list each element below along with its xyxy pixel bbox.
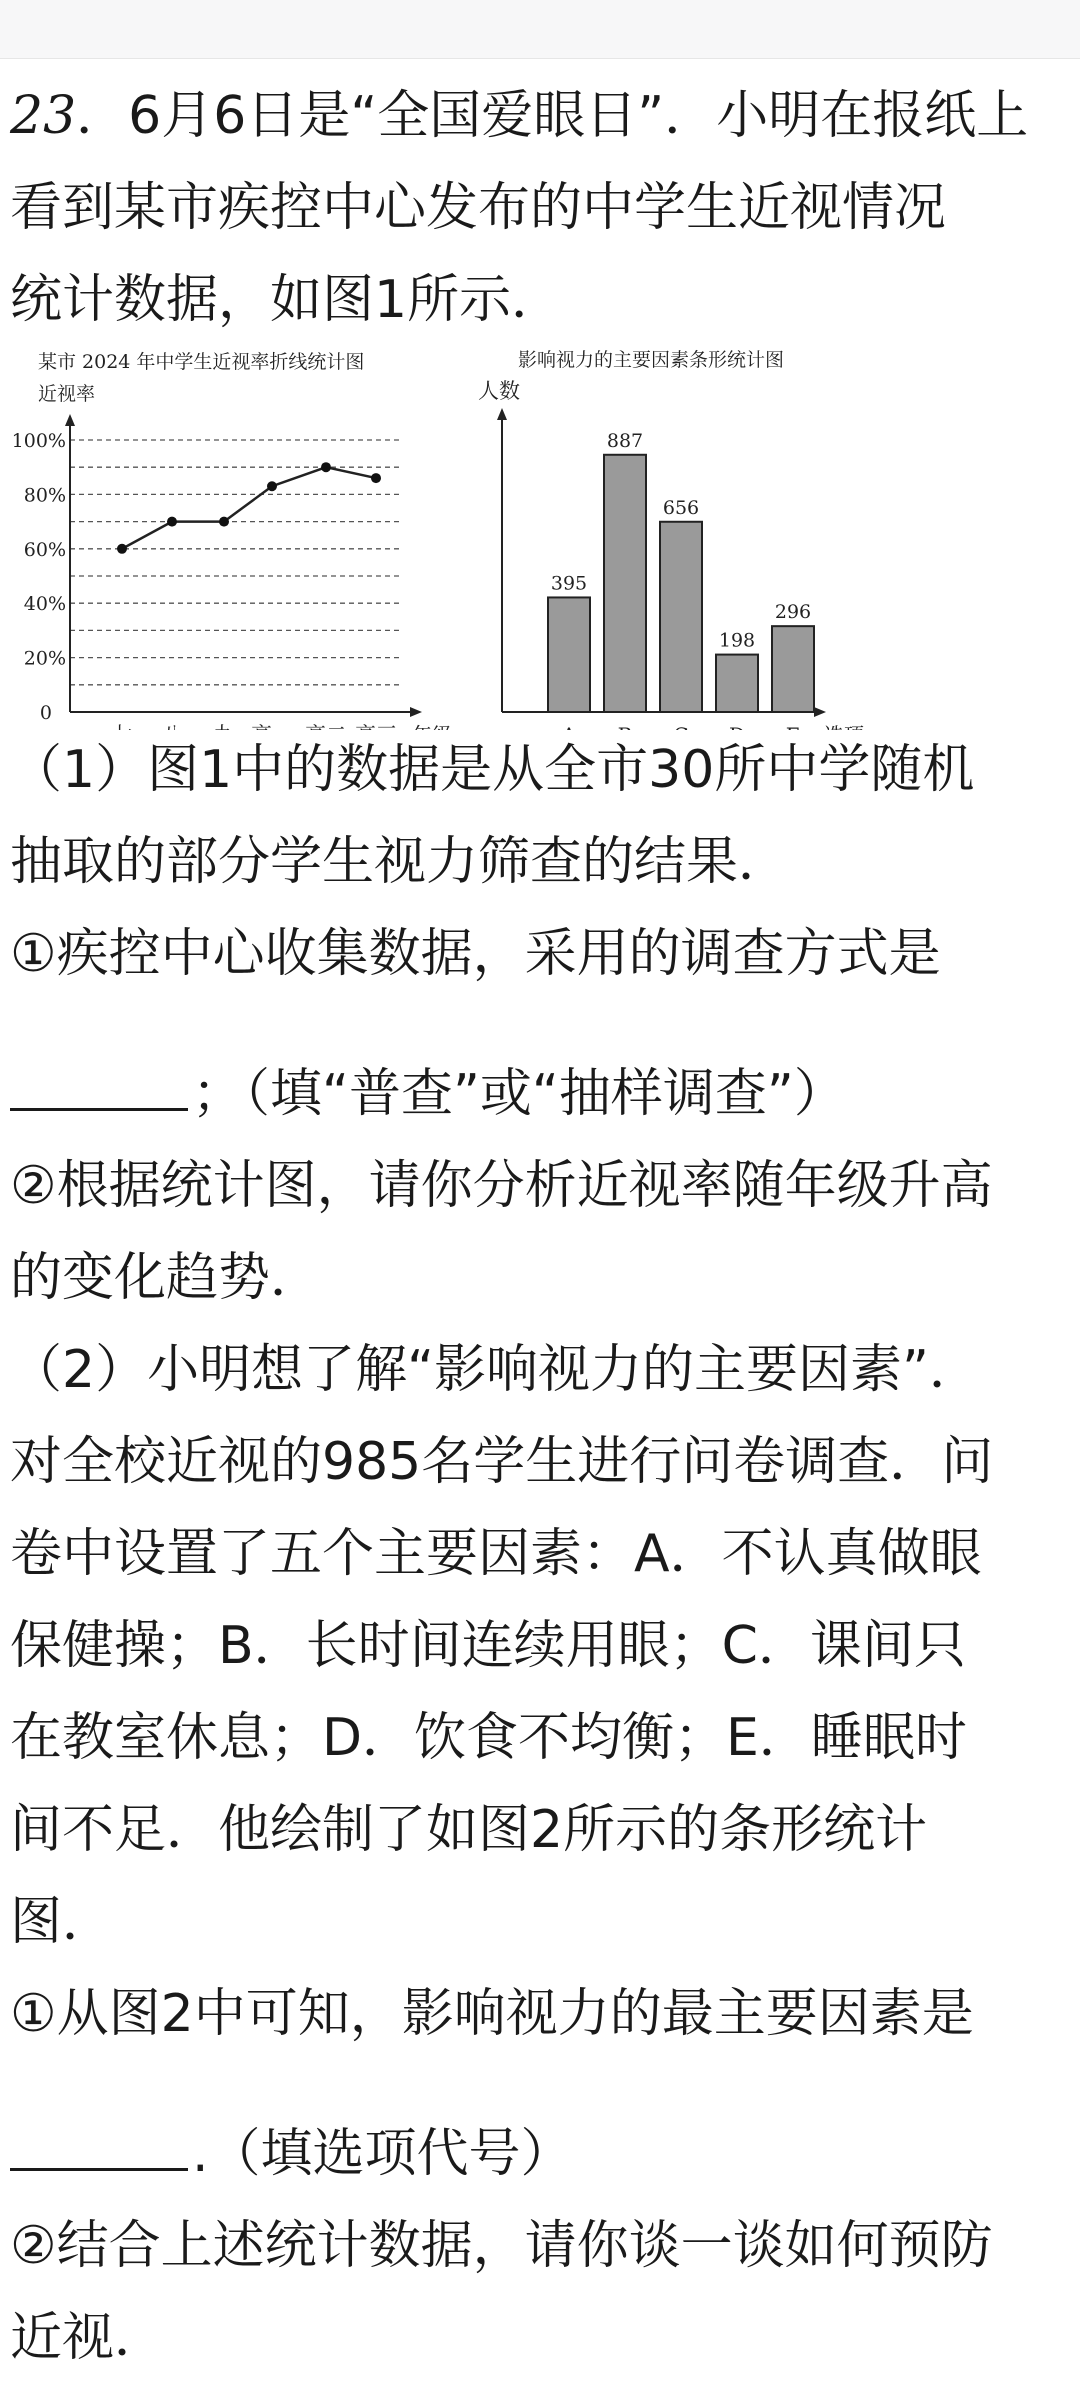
chart1-y-tick: 20% — [23, 647, 66, 670]
chart1-point — [267, 481, 277, 491]
q2-2-line-2: 近视． — [10, 2308, 167, 2368]
chart2-bar — [660, 522, 702, 712]
chart1-y-tick: 0 — [39, 702, 52, 724]
chart2-bar — [772, 626, 814, 712]
chart1-points — [117, 462, 381, 554]
chart2-y-axis-arrow — [497, 408, 507, 420]
chart2-value-label: 887 — [606, 429, 644, 452]
chart2-value-label: 656 — [662, 496, 700, 519]
figure-1-line-chart — [12, 351, 452, 730]
q1-2-line-1: ②根据统计图，请你分析近视率随年级升高 — [10, 1156, 993, 1216]
chart1-point — [371, 473, 381, 483]
question-content — [10, 70, 1070, 346]
chart1-x-axis-arrow — [410, 707, 422, 717]
chart1-ylabel: 近视率 — [38, 383, 96, 405]
q2-1-answer-line: .（填选项代号） — [10, 2106, 1070, 2200]
question-number: 23 — [10, 86, 77, 146]
answer-blank-1[interactable] — [10, 1046, 188, 1111]
chart1-point — [167, 517, 177, 527]
part2-line-3: 卷中设置了五个主要因素：A．不认真做眼 — [10, 1524, 982, 1584]
part2-line-5: 在教室休息；D．饮食不均衡；E．睡眠时 — [10, 1708, 967, 1768]
q1-1-answer-line: ；（填“普查”或“抽样调查”） — [10, 1046, 1070, 1140]
chart1-title: 某市 2024 年中学生近视率折线统计图 — [38, 351, 365, 373]
chart1-y-tick: 80% — [23, 484, 66, 507]
chart1-y-tick: 40% — [23, 593, 66, 616]
chart2-value-label: 198 — [718, 629, 756, 652]
figures — [0, 340, 1080, 730]
q1-1-line: ①疾控中心收集数据，采用的调查方式是 — [10, 924, 941, 984]
q2-2-line-1: ②结合上述统计数据，请你谈一谈如何预防 — [10, 2216, 993, 2276]
top-bar — [0, 0, 1080, 59]
part1-line-2: 抽取的部分学生视力筛查的结果． — [10, 832, 791, 892]
part2-line-4: 保健操；B．长时间连续用眼；C．课间只 — [10, 1616, 966, 1676]
answer-blank-2[interactable] — [10, 2106, 188, 2171]
part2-line-1: （2）小明想了解“影响视力的主要因素”． — [10, 1340, 981, 1400]
chart2-bars — [548, 455, 814, 712]
q2-1-line: ①从图2中可知，影响视力的最主要因素是 — [10, 1984, 974, 2044]
chart1-gridlines — [70, 440, 402, 685]
chart2-ylabel: 人数 — [478, 379, 520, 403]
figure-2-bar-chart — [478, 349, 865, 730]
chart2-bar — [604, 455, 646, 712]
chart1-point — [117, 544, 127, 554]
part2-line-6: 间不足．他绘制了如图2所示的条形统计 — [10, 1800, 928, 1860]
chart2-title: 影响视力的主要因素条形统计图 — [518, 349, 785, 371]
figures-svg — [0, 340, 1080, 730]
chart2-value-label: 395 — [550, 572, 588, 595]
chart2-bar — [548, 597, 590, 712]
chart1-series-line — [122, 467, 376, 549]
chart1-y-tick: 100% — [11, 430, 66, 452]
intro-line-1: 23．6月6日是“全国爱眼日”．小明在报纸上 — [10, 86, 1029, 146]
chart1-point — [219, 517, 229, 527]
chart1-y-tick: 60% — [23, 538, 66, 561]
part2-line-7: 图． — [10, 1892, 115, 1952]
chart1-y-tick-labels — [12, 430, 66, 724]
part1-line-1: （1）图1中的数据是从全市30所中学随机 — [10, 740, 975, 800]
chart2-bar — [716, 655, 758, 712]
chart1-y-axis-arrow — [65, 414, 75, 426]
intro-line-2: 看到某市疾控中心发布的中学生近视情况 — [10, 178, 947, 238]
chart2-x-axis-arrow — [814, 707, 826, 717]
chart1-point — [321, 462, 331, 472]
part2-line-2: 对全校近视的985名学生进行问卷调查．问 — [10, 1432, 994, 1492]
q1-2-line-2: 的变化趋势． — [10, 1248, 323, 1308]
intro-line-3: 统计数据，如图1所示． — [10, 270, 564, 330]
chart2-value-label: 296 — [774, 601, 812, 624]
question-content-2 — [10, 724, 1070, 2384]
